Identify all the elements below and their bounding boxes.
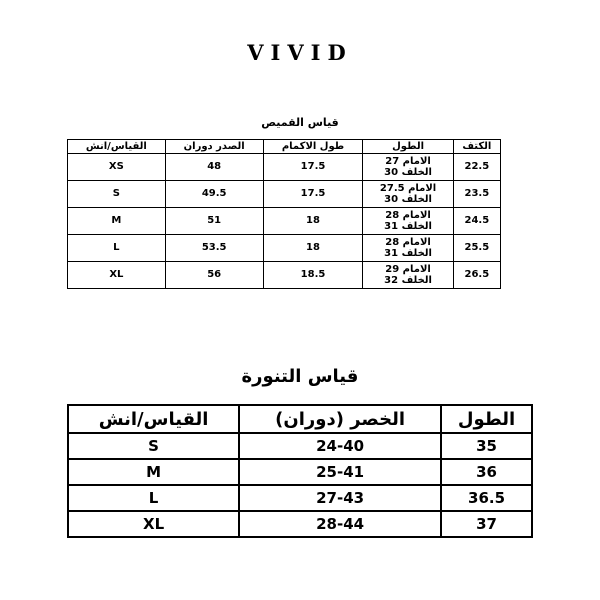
size-cell: XS: [68, 154, 166, 181]
waist-cell: 25-41: [239, 459, 441, 485]
header-size: القياس/انش: [68, 405, 239, 433]
shirt-size-table: [67, 139, 501, 289]
length-back: الخلف 32: [384, 275, 432, 286]
table-row: [68, 262, 501, 289]
header-shoulder: الكتف: [453, 140, 500, 154]
length-back: الخلف 30: [384, 167, 432, 178]
length-cell: [363, 208, 453, 235]
length-cell: [363, 262, 453, 289]
length-cell: [363, 181, 453, 208]
brand-logo-text: VIVID: [247, 40, 353, 65]
length-front: الامام 28: [385, 237, 431, 248]
sleeve-cell: 18: [263, 235, 363, 262]
sleeve-cell: 18: [263, 208, 363, 235]
skirt-table-title: قياس التنورة: [241, 366, 359, 387]
shoulder-cell: 22.5: [453, 154, 500, 181]
table-row: [68, 181, 501, 208]
table-row: [68, 433, 532, 459]
length-cell: 37: [441, 511, 532, 537]
skirt-header-row: [68, 405, 532, 433]
size-cell: XL: [68, 511, 239, 537]
table-row: [68, 485, 532, 511]
length-front: الامام 29: [385, 264, 431, 275]
header-sleeve: طول الاكمام: [263, 140, 363, 154]
chest-cell: 48: [165, 154, 263, 181]
waist-cell: 27-43: [239, 485, 441, 511]
waist-cell: 24-40: [239, 433, 441, 459]
table-row: [68, 511, 532, 537]
skirt-size-table: [67, 404, 533, 538]
length-front: الامام 28: [385, 210, 431, 221]
table-row: [68, 208, 501, 235]
length-cell: 35: [441, 433, 532, 459]
sleeve-cell: 17.5: [263, 154, 363, 181]
header-waist: الخصر (دوران): [239, 405, 441, 433]
shoulder-cell: 26.5: [453, 262, 500, 289]
shoulder-cell: 23.5: [453, 181, 500, 208]
size-cell: S: [68, 181, 166, 208]
table-row: [68, 235, 501, 262]
chest-cell: 49.5: [165, 181, 263, 208]
sleeve-cell: 17.5: [263, 181, 363, 208]
length-cell: [363, 235, 453, 262]
header-length: الطول: [363, 140, 453, 154]
length-cell: 36: [441, 459, 532, 485]
table-row: [68, 459, 532, 485]
length-front: الامام 27: [385, 156, 431, 167]
chest-cell: 56: [165, 262, 263, 289]
size-cell: M: [68, 208, 166, 235]
chest-cell: 53.5: [165, 235, 263, 262]
header-size: القياس/انش: [68, 140, 166, 154]
length-back: الخلف 31: [384, 248, 432, 259]
length-cell: 36.5: [441, 485, 532, 511]
size-cell: XL: [68, 262, 166, 289]
shoulder-cell: 25.5: [453, 235, 500, 262]
header-chest: الصدر دوران: [165, 140, 263, 154]
waist-cell: 28-44: [239, 511, 441, 537]
size-cell: M: [68, 459, 239, 485]
length-back: الخلف 31: [384, 221, 432, 232]
shirt-table-title: قياس القميص: [261, 116, 339, 129]
size-cell: L: [68, 235, 166, 262]
sleeve-cell: 18.5: [263, 262, 363, 289]
header-length: الطول: [441, 405, 532, 433]
size-cell: S: [68, 433, 239, 459]
length-back: الخلف 30: [384, 194, 432, 205]
chest-cell: 51: [165, 208, 263, 235]
length-cell: [363, 154, 453, 181]
shirt-header-row: [68, 140, 501, 154]
shoulder-cell: 24.5: [453, 208, 500, 235]
table-row: [68, 154, 501, 181]
size-cell: L: [68, 485, 239, 511]
length-front: الامام 27.5: [379, 183, 437, 194]
